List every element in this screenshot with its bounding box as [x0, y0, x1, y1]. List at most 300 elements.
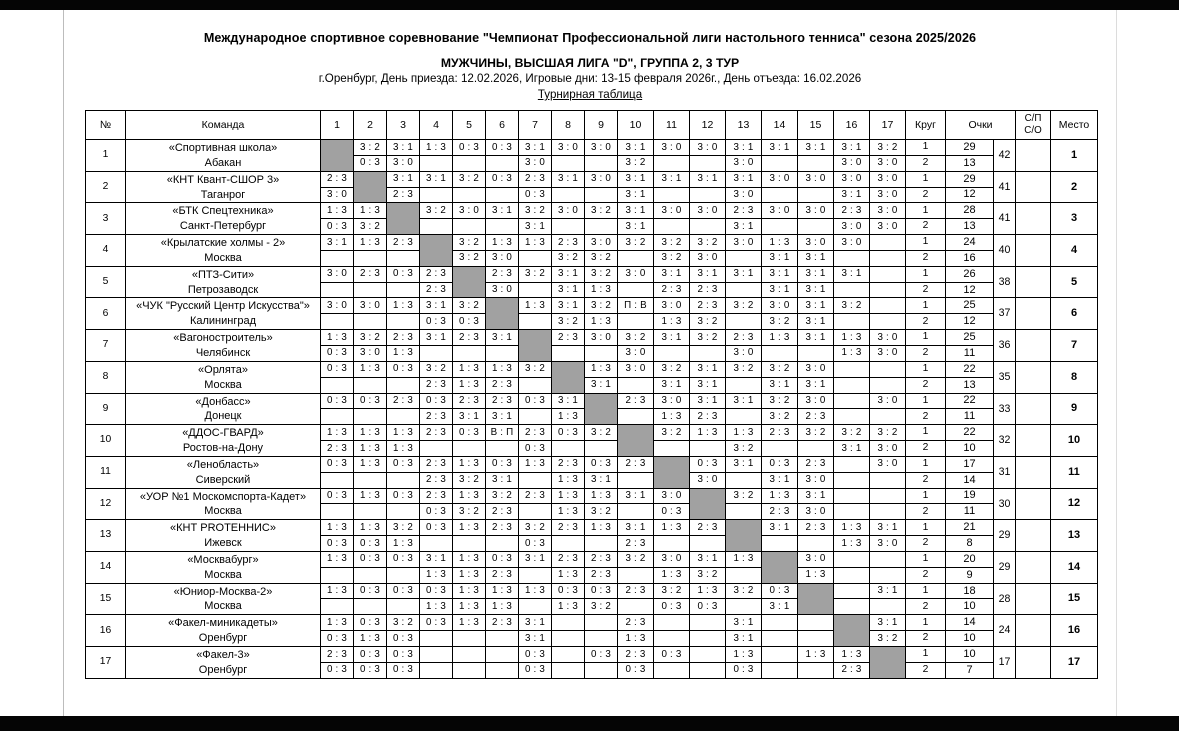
- score-cell: 1 : 3: [585, 314, 618, 330]
- header-opponent-15: 15: [798, 111, 834, 140]
- score-cell: [486, 187, 519, 203]
- score-cell: [762, 187, 798, 203]
- score-cell: 1 : 3: [387, 345, 420, 361]
- score-cell: 0 : 3: [585, 583, 618, 599]
- score-cell: 3 : 0: [726, 187, 762, 203]
- self-cell: [798, 583, 834, 615]
- team-city: Оренбург: [198, 663, 248, 676]
- score-cell: [420, 662, 453, 678]
- score-cell: 3 : 2: [354, 330, 387, 346]
- team-name-cell: [126, 266, 321, 298]
- score-cell: 2 : 3: [654, 282, 690, 298]
- score-cell: 1 : 3: [387, 298, 420, 314]
- score-cell: 1 : 3: [654, 409, 690, 425]
- score-cell: [420, 345, 453, 361]
- score-cell: 3 : 2: [453, 171, 486, 187]
- score-cell: 0 : 3: [420, 314, 453, 330]
- score-cell: [552, 615, 585, 631]
- round-number: 2: [906, 219, 946, 235]
- score-cell: 3 : 0: [519, 155, 552, 171]
- round-number: 2: [906, 504, 946, 520]
- score-cell: 1 : 3: [519, 298, 552, 314]
- score-cell: 2 : 3: [618, 536, 654, 552]
- score-cell: 1 : 3: [387, 441, 420, 457]
- score-cell: [618, 282, 654, 298]
- event-info-line: г.Оренбург, День приезда: 12.02.2026, Игровые дни: 13-15 февраля 2026г., День отъезда: 16.02.2026: [318, 72, 862, 85]
- score-cell: 3 : 2: [618, 235, 654, 251]
- score-cell: [834, 250, 870, 266]
- score-cell: 3 : 1: [726, 171, 762, 187]
- round-points: 22: [946, 393, 994, 409]
- score-cell: [321, 314, 354, 330]
- score-cell: 3 : 1: [420, 171, 453, 187]
- score-cell: 3 : 1: [486, 472, 519, 488]
- team-name: «БТК Спецтехника»: [172, 205, 274, 218]
- place-value: 9: [1051, 393, 1098, 425]
- score-cell: 1 : 3: [453, 488, 486, 504]
- score-cell: [618, 567, 654, 583]
- round-points: 14: [946, 472, 994, 488]
- score-cell: 2 : 3: [486, 377, 519, 393]
- score-cell: 3 : 1: [798, 266, 834, 282]
- round-number: 1: [906, 551, 946, 567]
- round-number: 2: [906, 187, 946, 203]
- bottom-border-bar: [0, 716, 1179, 731]
- round-points: 7: [946, 662, 994, 678]
- team-name: «Вагоностроитель»: [173, 332, 273, 345]
- score-cell: 2 : 3: [387, 187, 420, 203]
- score-cell: [870, 409, 906, 425]
- score-cell: [654, 536, 690, 552]
- round-number: 2: [906, 345, 946, 361]
- score-cell: 3 : 1: [519, 219, 552, 235]
- score-cell: 3 : 2: [519, 266, 552, 282]
- score-cell: [486, 345, 519, 361]
- score-cell: 1 : 3: [453, 456, 486, 472]
- score-cell: [354, 567, 387, 583]
- score-cell: 2 : 3: [420, 425, 453, 441]
- place-value: 7: [1051, 330, 1098, 362]
- score-cell: 3 : 2: [870, 425, 906, 441]
- score-cell: 1 : 3: [453, 615, 486, 631]
- score-cell: 2 : 3: [618, 393, 654, 409]
- team-name-cell: [126, 456, 321, 488]
- self-cell: [552, 361, 585, 393]
- round-points: 13: [946, 219, 994, 235]
- top-border-bar: [0, 0, 1179, 10]
- score-cell: 2 : 3: [453, 330, 486, 346]
- score-cell: 3 : 0: [354, 298, 387, 314]
- score-cell: 1 : 3: [420, 567, 453, 583]
- score-cell: 3 : 0: [618, 345, 654, 361]
- round-number: 2: [906, 409, 946, 425]
- team-row-round1: [86, 140, 1098, 156]
- score-cell: 0 : 3: [387, 266, 420, 282]
- score-cell: 3 : 1: [690, 361, 726, 377]
- team-row-round1: [86, 425, 1098, 441]
- score-cell: 1 : 3: [486, 599, 519, 615]
- score-cell: 3 : 2: [420, 361, 453, 377]
- header-opponent-17: 17: [870, 111, 906, 140]
- team-city: Ижевск: [204, 537, 242, 550]
- team-name-cell: [126, 330, 321, 362]
- score-cell: 3 : 1: [762, 282, 798, 298]
- score-cell: 0 : 3: [486, 551, 519, 567]
- header-place: Место: [1051, 111, 1098, 140]
- round-number: 1: [906, 393, 946, 409]
- score-cell: 3 : 2: [690, 330, 726, 346]
- score-cell: [798, 155, 834, 171]
- score-cell: [552, 536, 585, 552]
- total-points: 28: [994, 583, 1016, 615]
- score-cell: 3 : 1: [762, 266, 798, 282]
- score-cell: 2 : 3: [585, 567, 618, 583]
- score-cell: [453, 219, 486, 235]
- score-cell: 1 : 3: [552, 409, 585, 425]
- place-value: 15: [1051, 583, 1098, 615]
- team-city: Москва: [204, 600, 242, 613]
- sp-so-empty-cell: [1016, 361, 1051, 393]
- score-cell: 3 : 0: [726, 155, 762, 171]
- round-points: 12: [946, 187, 994, 203]
- score-cell: [585, 219, 618, 235]
- score-cell: 0 : 3: [585, 647, 618, 663]
- score-cell: 3 : 1: [690, 266, 726, 282]
- total-points: 24: [994, 615, 1016, 647]
- score-cell: 1 : 3: [486, 361, 519, 377]
- score-cell: [585, 441, 618, 457]
- score-cell: [798, 615, 834, 631]
- score-cell: 3 : 0: [798, 235, 834, 251]
- round-number: 2: [906, 662, 946, 678]
- score-cell: [690, 647, 726, 663]
- score-cell: [762, 155, 798, 171]
- score-cell: 1 : 3: [321, 520, 354, 536]
- header-num: №: [86, 111, 126, 140]
- score-cell: [762, 631, 798, 647]
- team-name-cell: [126, 298, 321, 330]
- score-cell: 3 : 0: [726, 345, 762, 361]
- round-points: 24: [946, 235, 994, 251]
- score-cell: [552, 662, 585, 678]
- score-cell: [453, 647, 486, 663]
- self-cell: [354, 171, 387, 203]
- score-cell: [870, 472, 906, 488]
- score-cell: [654, 187, 690, 203]
- score-cell: 0 : 3: [519, 662, 552, 678]
- score-cell: 1 : 3: [387, 536, 420, 552]
- round-number: 2: [906, 441, 946, 457]
- score-cell: [618, 599, 654, 615]
- score-cell: [834, 409, 870, 425]
- score-cell: 3 : 2: [453, 298, 486, 314]
- score-cell: 3 : 2: [654, 583, 690, 599]
- self-cell: [654, 456, 690, 488]
- round-points: 11: [946, 409, 994, 425]
- score-cell: 0 : 3: [354, 615, 387, 631]
- score-cell: 3 : 1: [618, 140, 654, 156]
- round-number: 1: [906, 235, 946, 251]
- page-edge-left: [63, 10, 64, 716]
- team-name: «КНТ Квант-СШОР 3»: [166, 173, 280, 186]
- score-cell: [519, 314, 552, 330]
- score-cell: [354, 409, 387, 425]
- score-cell: 3 : 0: [585, 330, 618, 346]
- team-number: 7: [86, 330, 126, 362]
- header-opponent-14: 14: [762, 111, 798, 140]
- score-cell: 3 : 1: [486, 203, 519, 219]
- score-cell: 3 : 0: [726, 235, 762, 251]
- team-name: «Факел-миникадеты»: [168, 617, 278, 630]
- score-cell: [690, 345, 726, 361]
- score-cell: 3 : 1: [690, 377, 726, 393]
- score-cell: 3 : 2: [690, 314, 726, 330]
- score-cell: 2 : 3: [486, 504, 519, 520]
- score-cell: 0 : 3: [486, 140, 519, 156]
- score-cell: 3 : 0: [354, 345, 387, 361]
- sp-so-empty-cell: [1016, 330, 1051, 362]
- score-cell: 0 : 3: [585, 456, 618, 472]
- score-cell: 3 : 0: [870, 345, 906, 361]
- score-cell: [726, 567, 762, 583]
- score-cell: [726, 250, 762, 266]
- score-cell: 2 : 3: [552, 551, 585, 567]
- score-cell: 3 : 0: [690, 140, 726, 156]
- score-cell: 3 : 1: [762, 599, 798, 615]
- score-cell: 0 : 3: [420, 504, 453, 520]
- score-cell: [354, 282, 387, 298]
- sp-so-empty-cell: [1016, 425, 1051, 457]
- team-row-round1: [86, 583, 1098, 599]
- score-cell: 3 : 2: [726, 441, 762, 457]
- score-cell: 3 : 0: [762, 203, 798, 219]
- team-city: Москва: [204, 251, 242, 264]
- self-cell: [585, 393, 618, 425]
- score-cell: 3 : 1: [870, 520, 906, 536]
- score-cell: 3 : 1: [834, 140, 870, 156]
- score-cell: 1 : 3: [453, 583, 486, 599]
- score-cell: 2 : 3: [519, 171, 552, 187]
- score-cell: 3 : 2: [834, 298, 870, 314]
- score-cell: 3 : 1: [726, 140, 762, 156]
- score-cell: 3 : 2: [654, 425, 690, 441]
- round-points: 26: [946, 266, 994, 282]
- round-points: 10: [946, 647, 994, 663]
- score-cell: 3 : 1: [762, 520, 798, 536]
- score-cell: 3 : 1: [726, 393, 762, 409]
- header-opponent-1: 1: [321, 111, 354, 140]
- round-points: 12: [946, 314, 994, 330]
- header-opponent-8: 8: [552, 111, 585, 140]
- score-cell: [519, 472, 552, 488]
- score-cell: 3 : 1: [420, 551, 453, 567]
- sp-so-empty-cell: [1016, 203, 1051, 235]
- team-city: Ростов-на-Дону: [182, 442, 264, 455]
- score-cell: 1 : 3: [552, 567, 585, 583]
- score-cell: [870, 567, 906, 583]
- score-cell: [519, 504, 552, 520]
- score-cell: 2 : 3: [552, 456, 585, 472]
- score-cell: [420, 631, 453, 647]
- team-name-cell: [126, 171, 321, 203]
- score-cell: [618, 314, 654, 330]
- score-cell: 3 : 2: [585, 504, 618, 520]
- score-cell: 1 : 3: [552, 488, 585, 504]
- score-cell: [690, 155, 726, 171]
- score-cell: 1 : 3: [519, 235, 552, 251]
- score-cell: 2 : 3: [618, 456, 654, 472]
- score-cell: 3 : 1: [834, 266, 870, 282]
- results-table-body: [86, 140, 1098, 679]
- score-cell: [654, 345, 690, 361]
- sp-so-empty-cell: [1016, 140, 1051, 172]
- score-cell: 0 : 3: [321, 219, 354, 235]
- score-cell: [585, 345, 618, 361]
- score-cell: 3 : 0: [870, 203, 906, 219]
- self-cell: [486, 298, 519, 330]
- sp-so-empty-cell: [1016, 551, 1051, 583]
- score-cell: 3 : 2: [519, 203, 552, 219]
- score-cell: 1 : 3: [834, 536, 870, 552]
- score-cell: [354, 599, 387, 615]
- score-cell: 3 : 0: [762, 171, 798, 187]
- score-cell: 3 : 2: [798, 425, 834, 441]
- round-number: 1: [906, 583, 946, 599]
- header-round: Круг: [906, 111, 946, 140]
- score-cell: [834, 361, 870, 377]
- score-cell: [453, 155, 486, 171]
- score-cell: [798, 536, 834, 552]
- score-cell: [618, 250, 654, 266]
- place-value: 6: [1051, 298, 1098, 330]
- score-cell: [834, 472, 870, 488]
- score-cell: 0 : 3: [519, 647, 552, 663]
- score-cell: 3 : 1: [618, 187, 654, 203]
- round-points: 20: [946, 551, 994, 567]
- score-cell: 0 : 3: [354, 551, 387, 567]
- team-number: 12: [86, 488, 126, 520]
- score-cell: 1 : 3: [354, 203, 387, 219]
- score-cell: [321, 250, 354, 266]
- score-cell: [870, 266, 906, 282]
- team-number: 8: [86, 361, 126, 393]
- score-cell: 0 : 3: [519, 393, 552, 409]
- score-cell: 3 : 1: [552, 393, 585, 409]
- score-cell: 0 : 3: [354, 536, 387, 552]
- score-cell: 0 : 3: [321, 361, 354, 377]
- round-number: 1: [906, 171, 946, 187]
- score-cell: 0 : 3: [552, 425, 585, 441]
- score-cell: [762, 662, 798, 678]
- score-cell: 3 : 0: [618, 266, 654, 282]
- score-cell: [453, 631, 486, 647]
- score-cell: 3 : 1: [726, 219, 762, 235]
- team-number: 16: [86, 615, 126, 647]
- score-cell: 0 : 3: [690, 599, 726, 615]
- score-cell: 3 : 1: [519, 615, 552, 631]
- score-cell: [420, 187, 453, 203]
- score-cell: [486, 219, 519, 235]
- score-cell: 3 : 2: [519, 361, 552, 377]
- score-cell: [834, 583, 870, 599]
- score-cell: 2 : 3: [486, 520, 519, 536]
- score-cell: [486, 441, 519, 457]
- team-row-round1: [86, 393, 1098, 409]
- score-cell: 0 : 3: [690, 456, 726, 472]
- score-cell: 3 : 0: [552, 140, 585, 156]
- team-number: 6: [86, 298, 126, 330]
- round-points: 10: [946, 599, 994, 615]
- score-cell: 3 : 2: [354, 140, 387, 156]
- team-row-round1: [86, 266, 1098, 282]
- team-number: 9: [86, 393, 126, 425]
- score-cell: 3 : 1: [762, 472, 798, 488]
- score-cell: 3 : 2: [762, 393, 798, 409]
- score-cell: 1 : 3: [654, 567, 690, 583]
- score-cell: [486, 631, 519, 647]
- round-number: 1: [906, 456, 946, 472]
- round-points: 10: [946, 631, 994, 647]
- score-cell: [387, 472, 420, 488]
- round-number: 1: [906, 425, 946, 441]
- score-cell: 3 : 2: [387, 520, 420, 536]
- score-cell: 3 : 0: [834, 235, 870, 251]
- round-points: 25: [946, 330, 994, 346]
- round-number: 2: [906, 282, 946, 298]
- score-cell: 0 : 3: [453, 425, 486, 441]
- round-points: 29: [946, 140, 994, 156]
- score-cell: 3 : 1: [552, 298, 585, 314]
- score-cell: 1 : 3: [519, 456, 552, 472]
- score-cell: 3 : 1: [870, 583, 906, 599]
- score-cell: 1 : 3: [834, 520, 870, 536]
- score-cell: 3 : 2: [585, 203, 618, 219]
- self-cell: [519, 330, 552, 362]
- score-cell: [618, 472, 654, 488]
- score-cell: [654, 631, 690, 647]
- score-cell: 2 : 3: [762, 504, 798, 520]
- score-cell: 0 : 3: [453, 314, 486, 330]
- score-cell: [726, 472, 762, 488]
- score-cell: [762, 345, 798, 361]
- score-cell: 3 : 2: [453, 504, 486, 520]
- round-points: 28: [946, 203, 994, 219]
- score-cell: 3 : 0: [654, 203, 690, 219]
- round-number: 1: [906, 266, 946, 282]
- score-cell: 1 : 3: [420, 599, 453, 615]
- score-cell: [519, 409, 552, 425]
- score-cell: 2 : 3: [834, 203, 870, 219]
- document-title: Международное спортивное соревнование "Чемпионат Профессиональной лиги настольного тенниса" сезона 2025/2026: [203, 31, 977, 45]
- score-cell: [762, 615, 798, 631]
- score-cell: [552, 219, 585, 235]
- score-cell: 3 : 0: [321, 266, 354, 282]
- score-cell: 1 : 3: [420, 140, 453, 156]
- score-cell: 3 : 0: [798, 504, 834, 520]
- round-number: 1: [906, 361, 946, 377]
- score-cell: 3 : 2: [870, 140, 906, 156]
- team-row-round1: [86, 456, 1098, 472]
- score-cell: 1 : 3: [585, 361, 618, 377]
- total-points: 36: [994, 330, 1016, 362]
- sp-so-empty-cell: [1016, 393, 1051, 425]
- sp-so-empty-cell: [1016, 171, 1051, 203]
- score-cell: 1 : 3: [690, 425, 726, 441]
- score-cell: 2 : 3: [618, 583, 654, 599]
- score-cell: 3 : 0: [870, 155, 906, 171]
- team-number: 10: [86, 425, 126, 457]
- score-cell: 1 : 3: [690, 583, 726, 599]
